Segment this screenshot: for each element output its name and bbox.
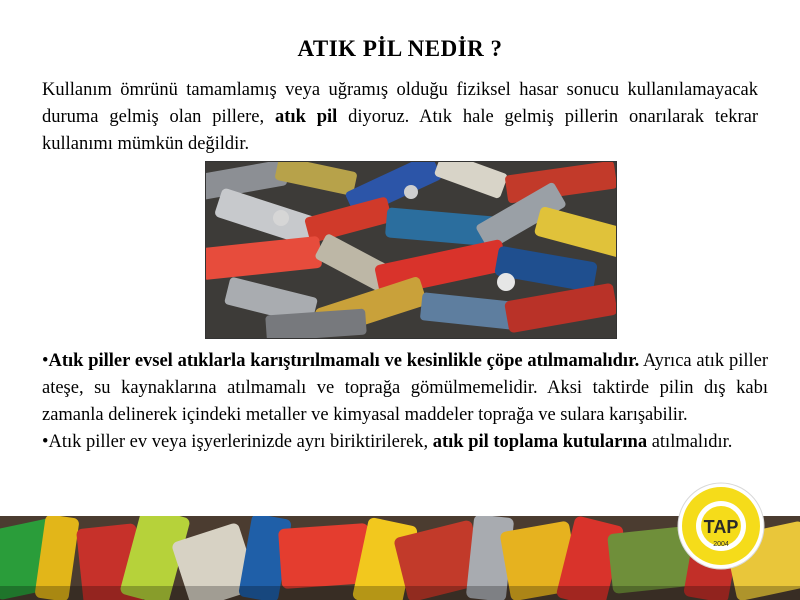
batteries-illustration [206, 162, 616, 338]
bullet-item-2 [42, 429, 768, 456]
intro-bold-term: atık pil [275, 107, 338, 127]
bullet-item-1 [42, 348, 768, 429]
recycle-logo-icon [676, 481, 766, 571]
bullet-2-text-2: atılmalıdır. [647, 432, 733, 452]
svg-text:TAP: TAP [703, 517, 739, 537]
bullet-2-text-1: Atık piller ev veya işyerlerinizde ayrı biriktirilerek, [48, 432, 433, 452]
bullet-marker: • [42, 351, 49, 371]
intro-paragraph [42, 77, 758, 158]
bullet-2-bold: atık pil toplama kutularına [432, 432, 648, 452]
bullet-list [42, 348, 768, 456]
intro-text-2: diyoruz. Atık hale gelmiş pillerin onarılarak tekrar kullanımı mümkün değildir. [42, 107, 759, 154]
waste-batteries-photo [205, 161, 617, 339]
bullet-1-bold: Atık piller evsel atıklarla karıştırılmamalı ve kesinlikle çöpe atılmamalıdır. [48, 351, 640, 371]
intro-text-1: Kullanım ömrünü tamamlamış veya uğramış olduğu fiziksel hasar sonucu kullanılamayacak duruma gelmiş olan pillere, [42, 80, 758, 127]
bullet-1-text: Ayrıca atık piller ateşe, su kaynaklarına atılmamalı ve toprağa gömülmemelidir. Aksi taktirde pilin dış kabı zamanla delinerek içindeki metaller ve kimyasal maddeler toprağa ve sulara karışabilir. [42, 351, 768, 425]
bullet-marker: • [42, 432, 49, 452]
page-title: ATIK PİL NEDİR ? [297, 36, 503, 61]
svg-text:2004: 2004 [713, 541, 729, 548]
tap-logo [676, 481, 766, 571]
